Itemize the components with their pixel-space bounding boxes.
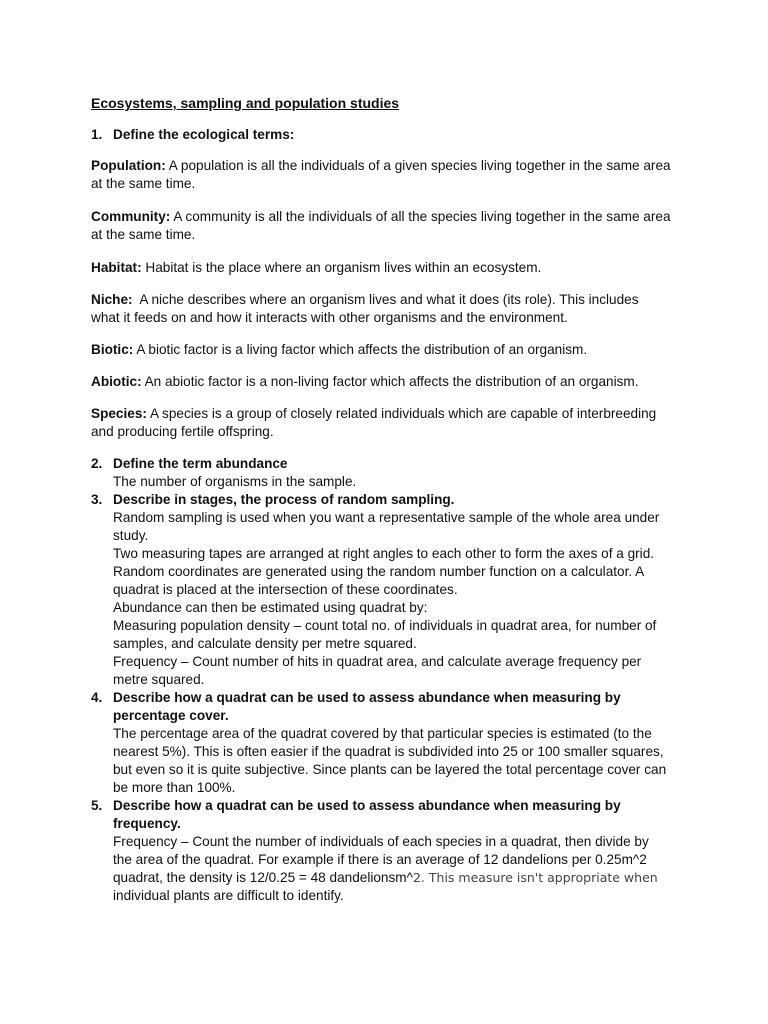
question-4 — [91, 689, 671, 797]
question-1-text: Define the ecological terms: — [113, 127, 295, 142]
term-label: Habitat: — [91, 260, 142, 275]
term-label: Biotic: — [91, 342, 134, 357]
term-text: An abiotic factor is a non-living factor which affects the distribution of an organism. — [141, 374, 639, 389]
term-label: Niche: — [91, 292, 133, 307]
term-text: A community is all the individuals of all the species living together in the same area at the same time. — [91, 209, 671, 242]
answer-paragraph: Frequency – Count number of hits in quadrat area, and calculate average frequency per metre squared. — [113, 654, 642, 687]
definition-species — [91, 405, 671, 441]
term-text: A species is a group of closely related individuals which are capable of interbreeding and producing fertile offspring. — [91, 406, 657, 439]
question-1-number: 1. — [91, 127, 103, 142]
answer-paragraph: Random sampling is used when you want a representative sample of the whole area under study. — [113, 510, 660, 543]
term-label: Population: — [91, 158, 166, 173]
question-5 — [91, 797, 671, 905]
question-heading: Define the term abundance — [113, 456, 288, 471]
definition-community — [91, 208, 671, 244]
answer-text-light: 2. This measure isn't appropriate when — [412, 870, 658, 885]
question-heading: Describe in stages, the process of random sampling. — [113, 492, 455, 507]
definition-habitat — [91, 259, 671, 277]
definition-niche — [91, 291, 671, 327]
definition-biotic — [91, 341, 671, 359]
term-label: Abiotic: — [91, 374, 142, 389]
question-heading: Describe how a quadrat can be used to assess abundance when measuring by percentage cover. — [113, 690, 621, 723]
question-number: 3. — [91, 492, 103, 507]
document-title: Ecosystems, sampling and population studies — [91, 95, 400, 111]
question-2 — [91, 455, 671, 491]
term-text: A population is all the individuals of a given species living together in the same area at the same time. — [91, 158, 671, 191]
answer-text: Frequency – Count the number of individuals of each species in a quadrat, then divide by the area of the quadrat. For example if there is an average of 12 dandelions per 0.25m^2 quadrat, the density is 12/0.25 = 48 dandelionsm^ — [113, 834, 649, 885]
question-number: 2. — [91, 456, 103, 471]
definition-abiotic — [91, 373, 671, 391]
answer-paragraph: Measuring population density – count total no. of individuals in quadrat area, for number of samples, and calculate density per metre squared. — [113, 618, 657, 651]
question-number: 5. — [91, 798, 103, 813]
question-number: 4. — [91, 690, 103, 705]
answer-paragraph — [113, 833, 671, 905]
term-text: Habitat is the place where an organism lives within an ecosystem. — [141, 260, 542, 275]
answer-paragraph: The percentage area of the quadrat covered by that particular species is estimated (to the nearest 5%). This is often easier if the quadrat is subdivided into 25 or 100 smaller squares, but even so it is quite subjective. Since plants can be layered the total percentage cover can be more than 100%. — [113, 726, 667, 795]
question-3 — [91, 491, 671, 689]
term-text: A niche describes where an organism lives and what it does (its role). This includes what it feeds on and how it interacts with other organisms and the environment. — [91, 292, 643, 325]
answer-paragraph: Two measuring tapes are arranged at right angles to each other to form the axes of a grid. Random coordinates are generated using the random number function on a calculator. A quadrat is placed at the intersection of these coordinates. — [113, 546, 655, 597]
answer-paragraph: The number of organisms in the sample. — [113, 474, 357, 489]
question-1-heading — [91, 126, 294, 144]
question-heading: Describe how a quadrat can be used to assess abundance when measuring by frequency. — [113, 798, 621, 831]
term-text: A biotic factor is a living factor which affects the distribution of an organism. — [133, 342, 588, 357]
term-label: Community: — [91, 209, 171, 224]
answer-paragraph: Abundance can then be estimated using quadrat by: — [113, 600, 428, 615]
answer-text-tail: individual plants are difficult to identify. — [113, 888, 344, 903]
definition-population — [91, 157, 671, 193]
term-label: Species: — [91, 406, 147, 421]
question-list — [91, 455, 671, 905]
